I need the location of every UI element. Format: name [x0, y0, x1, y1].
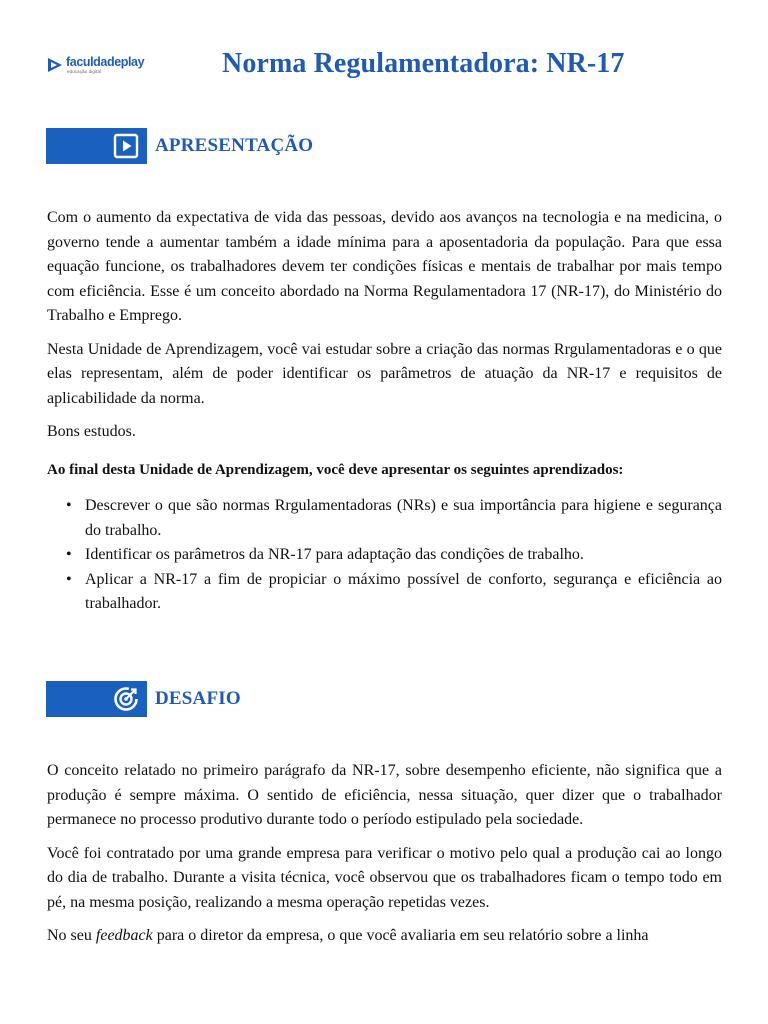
section-title: APRESENTAÇÃO: [155, 135, 314, 156]
list-item: • Descrever o que são normas Rrgulamentadoras (NRs) e sua importância para higiene e segurança do trabalho.: [85, 494, 722, 543]
text: para o diretor da empresa, o que você avaliaria em seu relatório sobre a linha: [152, 927, 649, 944]
logo-name: faculdadeplay: [66, 55, 145, 69]
list-item: • Identificar os parâmetros da NR-17 para adaptação das condições de trabalho.: [85, 543, 722, 568]
emphasis-text: feedback: [95, 927, 153, 944]
section-bar: [46, 681, 147, 717]
section-bar: [46, 128, 147, 164]
play-icon: [113, 133, 139, 159]
apresentacao-body: [47, 206, 722, 617]
logo-tagline: educação digital: [67, 68, 102, 74]
section-header-desafio: [46, 681, 241, 717]
target-icon: [113, 686, 139, 712]
goals-list: [47, 494, 722, 617]
paragraph: [47, 924, 722, 949]
section-header-apresentacao: [46, 128, 313, 164]
paragraph: Você foi contratado por uma grande empresa para verificar o motivo pelo qual a produção cai ao longo do dia de trabalho. Durante a visita técnica, você observou que os trabalhadores ficam o tempo todo em pé, na mesma posição, realizando a mesma operação repetidas vezes.: [47, 844, 722, 911]
paragraph: Com o aumento da expectativa de vida das pessoas, devido aos avanços na tecnologia e na medicina, o governo tende a aumentar também a idade mínima para a aposentadoria da população. Para que essa equação funcione, os trabalhadores devem ter condições físicas e mentais de trabalhar por mais tempo com eficiência. Esse é um conceito abordado na Norma Regulamentadora 17 (NR-17), do Ministério do Trabalho e Emprego.: [47, 209, 722, 324]
list-item: • Aplicar a NR-17 a fim de propiciar o máximo possível de conforto, segurança e eficiência ao trabalhador.: [85, 568, 722, 617]
page-title: Norma Regulamentadora: NR-17: [222, 48, 625, 79]
desafio-body: [47, 759, 722, 949]
goals-intro: Ao final desta Unidade de Aprendizagem, você deve apresentar os seguintes aprendizados:: [47, 461, 624, 478]
paragraph: Bons estudos.: [47, 423, 136, 440]
brand-logo: [47, 56, 144, 74]
logo-icon: [47, 57, 63, 73]
paragraph: Nesta Unidade de Aprendizagem, você vai estudar sobre a criação das normas Rrgulamentadoras e o que elas representam, além de poder identificar os parâmetros de atuação da NR-17 e requisitos de aplicabilidade da norma.: [47, 340, 722, 407]
paragraph: O conceito relatado no primeiro parágrafo da NR-17, sobre desempenho eficiente, não significa que a produção é sempre máxima. O sentido de eficiência, nessa situação, quer dizer que o trabalhador permanece no processo produtivo durante todo o período estipulado pela sociedade.: [47, 762, 722, 828]
section-title: DESAFIO: [155, 688, 241, 709]
text: No seu: [47, 927, 96, 944]
